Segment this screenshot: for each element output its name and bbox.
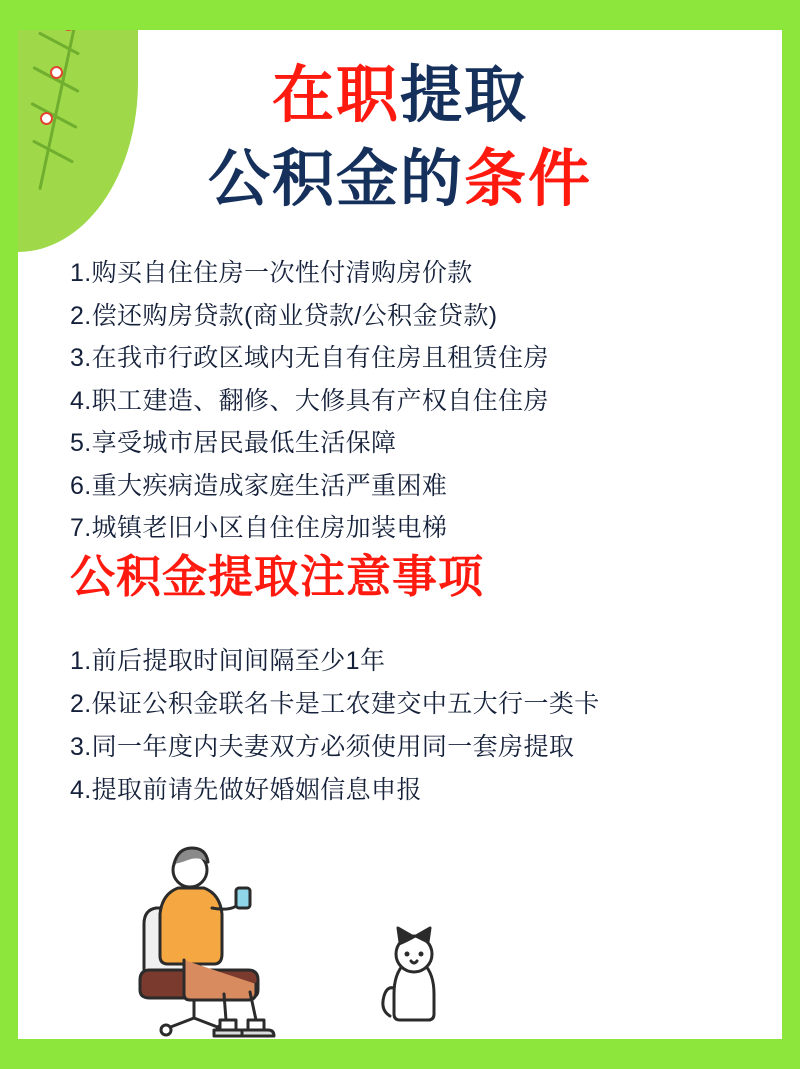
list-item: 5.享受城市居民最低生活保障 [70,429,397,457]
list-item: 4.提取前请先做好婚姻信息申报 [70,776,422,804]
title-part-gongjijin: 公积金的 [207,144,464,214]
list-item: 2.偿还购房贷款(商业贷款/公积金贷款) [70,301,498,330]
list-item: 4.职工建造、翻修、大修具有产权自住住房 [70,386,549,415]
list-item: 3.同一年度内夫妻双方必须使用同一套房提取 [70,733,575,761]
title-part-zaizhi: 在职 [271,61,400,130]
title-part-tiqu: 提取 [400,61,529,130]
cat-illustration [378,920,458,1030]
title-line-2 [18,138,782,222]
title-part-tiaojian: 条件 [464,144,593,214]
title-line-1 [18,54,782,138]
poster-card [18,30,782,1039]
notes-list [70,640,750,812]
list-item: 2.保证公积金联名卡是工农建交中五大行一类卡 [70,690,600,718]
page-title [18,54,782,221]
list-item: 3.在我市行政区域内无自有住房且租赁住房 [70,344,549,372]
list-item: 1.前后提取时间间隔至少1年 [70,647,386,675]
list-item: 6.重大疾病造成家庭生活严重困难 [70,471,448,500]
section-title-notes: 公积金提取注意事项 [70,551,485,602]
list-item: 7.城镇老旧小区自住住房加装电梯 [70,514,448,542]
list-item: 1.购买自住住房一次性付清购房价款 [70,259,473,287]
conditions-list [70,252,750,550]
